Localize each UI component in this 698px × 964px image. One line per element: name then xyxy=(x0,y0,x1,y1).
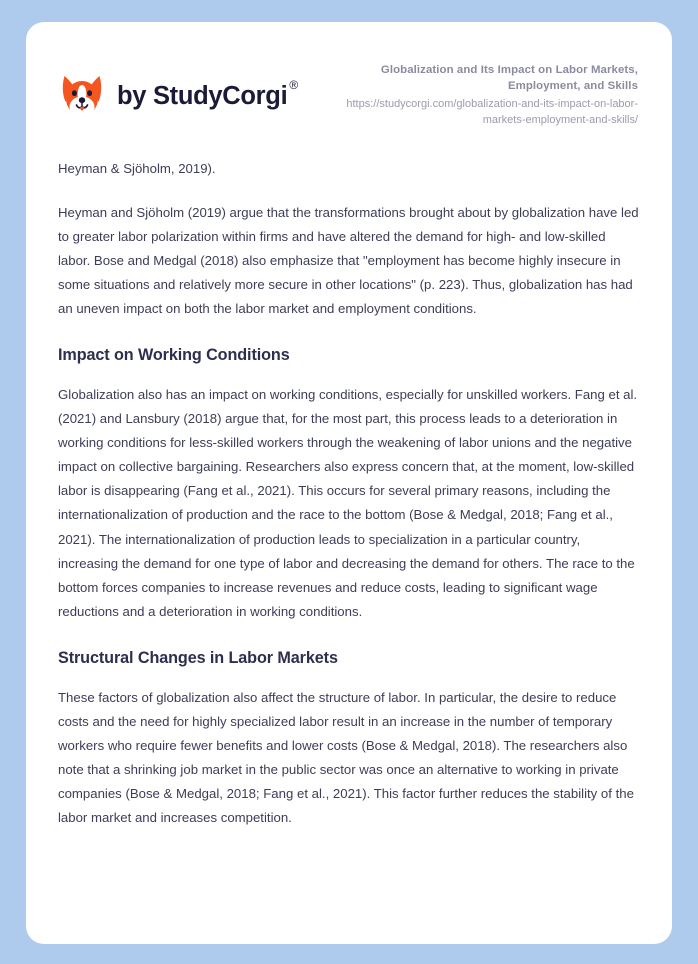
section-body: These factors of globalization also affect the structure of labor. In particular, the desire to reduce costs and the need for highly specialized labor result in an increase in the number of temporary workers who require fewer benefits and lower costs (Bose & Medgal, 2018). The researchers also note that a shrinking job market in the public sector was once an alternative to working in private companies (Bose & Medgal, 2018; Fang et al., 2021). This factor further reduces the stability of the labor market and increases competition. xyxy=(58,689,634,825)
section-structural-changes-in-labor-markets xyxy=(58,648,640,830)
header-meta xyxy=(298,60,638,129)
document-title: Globalization and Its Impact on Labor Markets, Employment, and Skills xyxy=(380,64,638,93)
section-impact-on-working-conditions xyxy=(58,345,640,623)
corgi-logo-icon xyxy=(58,72,106,120)
document-page xyxy=(26,22,672,944)
brand-wordmark xyxy=(117,78,298,111)
registered-trademark-icon: ® xyxy=(289,78,298,92)
section-body: Globalization also has an impact on working conditions, especially for unskilled workers. Fang et al. (2021) and Lansbury (2018) argue that, for the most part, this process leads to a deterioration in working conditions for less-skilled workers through the weakening of labor unions and the negative impact on collective bargaining. Researchers also express concern that, at the moment, low-skilled labor is disappearing (Fang et al., 2021). This occurs for several primary reasons, including the internationalization of production and the race to the bottom (Bose & Medgal, 2018; Fang et al., 2021). The internationalization of production leads to specialization in a particular country, increasing the demand for one type of labor and decreasing the demand for others. The race to the bottom forces companies to increase revenues and reduce costs, leading to significant wage reductions and a deterioration in working conditions. xyxy=(58,387,638,619)
section-heading: Impact on Working Conditions xyxy=(58,346,290,365)
brand-wordmark-text: by StudyCorgi xyxy=(117,81,288,110)
document-header xyxy=(26,22,672,129)
paragraph-intro: Heyman and Sjöholm (2019) argue that the transformations brought about by globalization have led to greater labor polarization within firms and have altered the demand for high- and low-skilled labor. Bose and Medgal (2018) also emphasize that "employment has become highly insecure in some situations and relatively more secure in other locations" (p. 223). Thus, globalization has had an uneven impact on both the labor market and employment conditions. xyxy=(58,205,639,317)
paragraph-continuation: Heyman & Sjöholm, 2019). xyxy=(58,161,216,177)
document-body xyxy=(26,157,672,829)
document-url[interactable]: https://studycorgi.com/globalization-and-its-impact-on-labor-markets-employment-and-skills/ xyxy=(346,98,638,127)
section-heading: Structural Changes in Labor Markets xyxy=(58,648,338,667)
brand-logo xyxy=(58,60,298,120)
